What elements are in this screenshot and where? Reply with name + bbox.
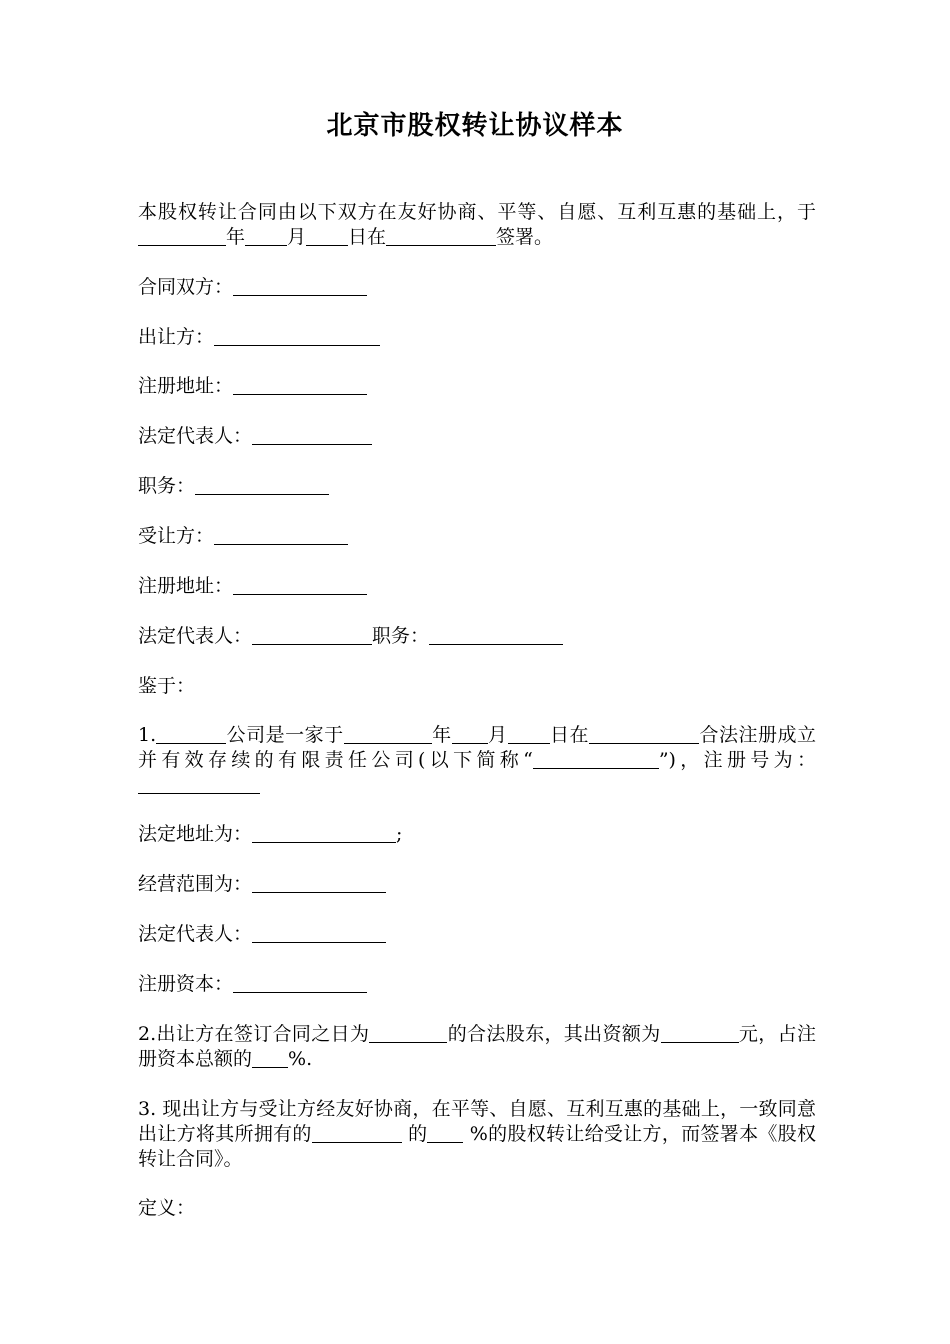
whereas-line (138, 674, 816, 699)
clause1-text-5: 日在 (549, 724, 590, 746)
clause1-text-1: 1. (138, 724, 157, 746)
transferee-address-line (138, 574, 816, 599)
transferor-position-line (138, 474, 816, 499)
blank-company-rep (252, 922, 386, 943)
scope-line (138, 872, 816, 897)
clause-2 (138, 1022, 816, 1072)
intro-text-2: 年 (226, 226, 246, 248)
transferee-label: 受让方： (138, 525, 215, 547)
blank-transferee-position (429, 624, 563, 645)
intro-text-4: 日在 (348, 226, 387, 248)
legal-address-line (138, 822, 816, 847)
blank-scope (252, 872, 386, 893)
clause1-text-7: ”)，注册号为： (658, 749, 816, 771)
transferor-address-label: 注册地址： (138, 375, 234, 397)
parties-line (138, 275, 816, 300)
blank-short-name (533, 748, 659, 769)
clause3-text-2: 的 (401, 1123, 428, 1145)
scope-label: 经营范围为： (138, 873, 253, 895)
blank-transferor-position (195, 474, 329, 495)
blank-reg-month (452, 723, 488, 744)
blank-equity-company (312, 1122, 402, 1143)
intro-text-3: 月 (287, 226, 307, 248)
transferor-rep-label: 法定代表人： (138, 425, 253, 447)
transferor-position-label: 职务： (138, 475, 196, 497)
intro-text-1: 本股权转让合同由以下双方在友好协商、平等、自愿、互利互惠的基础上，于 (138, 201, 816, 223)
blank-sign-place (386, 225, 496, 246)
clause1-text-6: 合法注册成立并有效存续的有限责任公司(以下简称“ (138, 724, 816, 771)
definition-label: 定义： (138, 1197, 196, 1219)
transferee-rep-line (138, 624, 816, 649)
document-title: 北京市股权转让协议样本 (326, 111, 624, 141)
clause1-text-4: 月 (487, 724, 508, 746)
blank-reg-day (508, 723, 550, 744)
capital-line (138, 972, 816, 997)
clause2-text-1: 2.出让方在签订合同之日为 (138, 1023, 370, 1045)
whereas-label: 鉴于： (138, 675, 196, 697)
clause-3 (138, 1097, 816, 1172)
blank-transferee-address (233, 574, 367, 595)
clause1-text-3: 年 (431, 724, 452, 746)
transferor-address-line (138, 374, 816, 399)
legal-address-label: 法定地址为： (138, 823, 253, 845)
company-rep-label: 法定代表人： (138, 923, 253, 945)
transferee-rep-label: 法定代表人： (138, 625, 253, 647)
transferor-line (138, 325, 816, 350)
blank-sign-year (138, 225, 226, 246)
blank-contribution (661, 1022, 739, 1043)
clause2-text-2: 的合法股东，其出资额为 (447, 1023, 661, 1045)
clause3-text-3: %的股权转让给受让方，而签署本《股权转让合同》。 (138, 1123, 816, 1170)
blank-contribution-percent (252, 1047, 288, 1068)
blank-transferor (214, 325, 380, 346)
blank-sign-month (245, 225, 287, 246)
blank-company-name (156, 723, 226, 744)
clause1-text-2: 公司是一家于 (226, 724, 344, 746)
transferor-label: 出让方： (138, 326, 215, 348)
parties-label: 合同双方： (138, 276, 234, 298)
blank-transferor-address (233, 374, 367, 395)
blank-reg-year (344, 723, 432, 744)
blank-parties (233, 275, 367, 296)
blank-shareholder-company (369, 1022, 447, 1043)
company-rep-line (138, 922, 816, 947)
blank-capital (233, 972, 367, 993)
clause2-text-4: %. (288, 1048, 313, 1070)
blank-reg-place (589, 723, 699, 744)
clause2-text-3: 元，占注册资本总额的 (138, 1023, 816, 1070)
intro-text-5: 签署。 (496, 226, 554, 248)
blank-reg-number (138, 773, 260, 794)
blank-transferee (214, 524, 348, 545)
definition-line (138, 1196, 816, 1221)
transferor-rep-line (138, 424, 816, 449)
intro-paragraph (138, 200, 816, 250)
blank-equity-percent (427, 1122, 463, 1143)
legal-address-end: ; (396, 823, 403, 845)
capital-label: 注册资本： (138, 973, 234, 995)
transferee-line (138, 524, 816, 549)
clause3-text-1: 3. 现出让方与受让方经友好协商，在平等、自愿、互利互惠的基础上，一致同意出让方将其所拥有的 (138, 1098, 816, 1145)
blank-legal-address (252, 822, 396, 843)
clause-1 (138, 723, 816, 798)
blank-sign-day (306, 225, 348, 246)
transferee-position-label: 职务： (372, 625, 430, 647)
blank-transferor-rep (252, 424, 372, 445)
blank-transferee-rep (252, 624, 372, 645)
transferee-address-label: 注册地址： (138, 575, 234, 597)
